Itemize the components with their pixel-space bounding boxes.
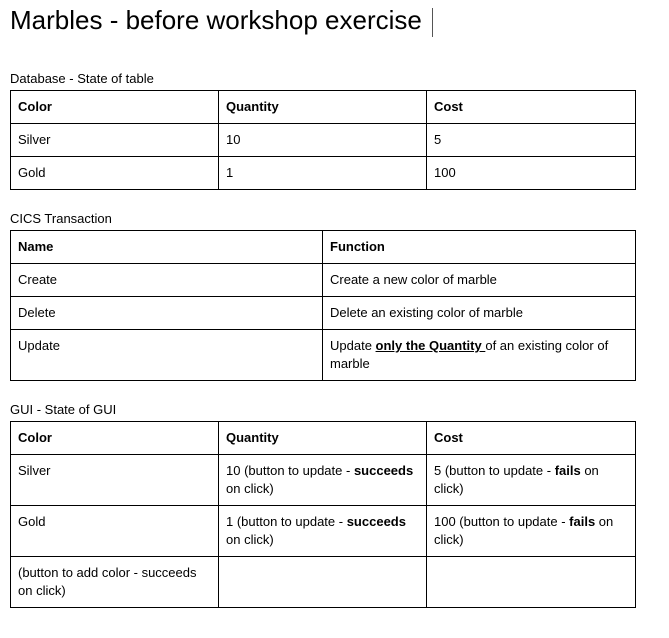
cell-cost — [427, 506, 636, 557]
table-row — [11, 297, 636, 330]
table-row — [11, 506, 636, 557]
cics-caption: CICS Transaction — [10, 211, 112, 226]
function-text: Update — [330, 338, 376, 353]
database-caption: Database - State of table — [10, 71, 154, 86]
cell-text: on click) — [434, 514, 614, 547]
column-header-cost: Cost — [427, 422, 636, 455]
table-row — [11, 157, 636, 190]
column-header-quantity: Quantity — [219, 91, 427, 124]
cell-text: 1 (button to update - — [226, 514, 347, 529]
database-table — [10, 90, 636, 190]
table-header-row — [11, 91, 636, 124]
column-header-color: Color — [11, 422, 219, 455]
cell-function — [323, 330, 636, 381]
cell-cost — [427, 455, 636, 506]
column-header-color: Color — [11, 91, 219, 124]
column-header-name: Name — [11, 231, 323, 264]
cell-function: Create a new color of marble — [323, 264, 636, 297]
table-row — [11, 264, 636, 297]
text-cursor — [432, 8, 433, 37]
cell-emphasis: fails — [569, 514, 596, 529]
table-row — [11, 330, 636, 381]
cell-name: Delete — [11, 297, 323, 330]
cell-emphasis: succeeds — [353, 463, 414, 478]
cell-function: Delete an existing color of marble — [323, 297, 636, 330]
table-header-row — [11, 231, 636, 264]
table-row — [11, 557, 636, 608]
cics-table — [10, 230, 636, 381]
cell-text: 10 (button to update - — [226, 463, 354, 478]
function-text: of an existing color of marble — [330, 338, 609, 371]
table-header-row — [11, 422, 636, 455]
column-header-function: Function — [323, 231, 636, 264]
cell-text: 100 (button to update - — [434, 514, 570, 529]
cell-color: (button to add color - succeeds on click) — [11, 557, 219, 608]
page-title: Marbles - before workshop exercise — [10, 5, 422, 35]
cell-quantity — [219, 506, 427, 557]
cell-color: Gold — [11, 157, 219, 190]
cell-cost: 5 — [427, 124, 636, 157]
cell-emphasis: succeeds — [346, 514, 406, 529]
gui-table — [10, 421, 636, 608]
cell-quantity: 10 — [219, 124, 427, 157]
cell-text: on click) — [226, 532, 274, 547]
function-emphasis: only the Quantity — [375, 338, 486, 353]
gui-caption: GUI - State of GUI — [10, 402, 117, 417]
cell-emphasis: fails — [554, 463, 581, 478]
cell-color: Silver — [11, 124, 219, 157]
table-row — [11, 455, 636, 506]
cell-color: Gold — [11, 506, 219, 557]
cell-quantity — [219, 557, 427, 608]
cell-quantity: 1 — [219, 157, 427, 190]
cell-cost — [427, 557, 636, 608]
cell-text: on click) — [226, 481, 274, 496]
cell-quantity — [219, 455, 427, 506]
column-header-cost: Cost — [427, 91, 636, 124]
cell-name: Create — [11, 264, 323, 297]
cell-color: Silver — [11, 455, 219, 506]
column-header-quantity: Quantity — [219, 422, 427, 455]
cell-cost: 100 — [427, 157, 636, 190]
cell-text: on click) — [434, 463, 599, 496]
cell-name: Update — [11, 330, 323, 381]
cell-text: 5 (button to update - — [434, 463, 555, 478]
table-row — [11, 124, 636, 157]
